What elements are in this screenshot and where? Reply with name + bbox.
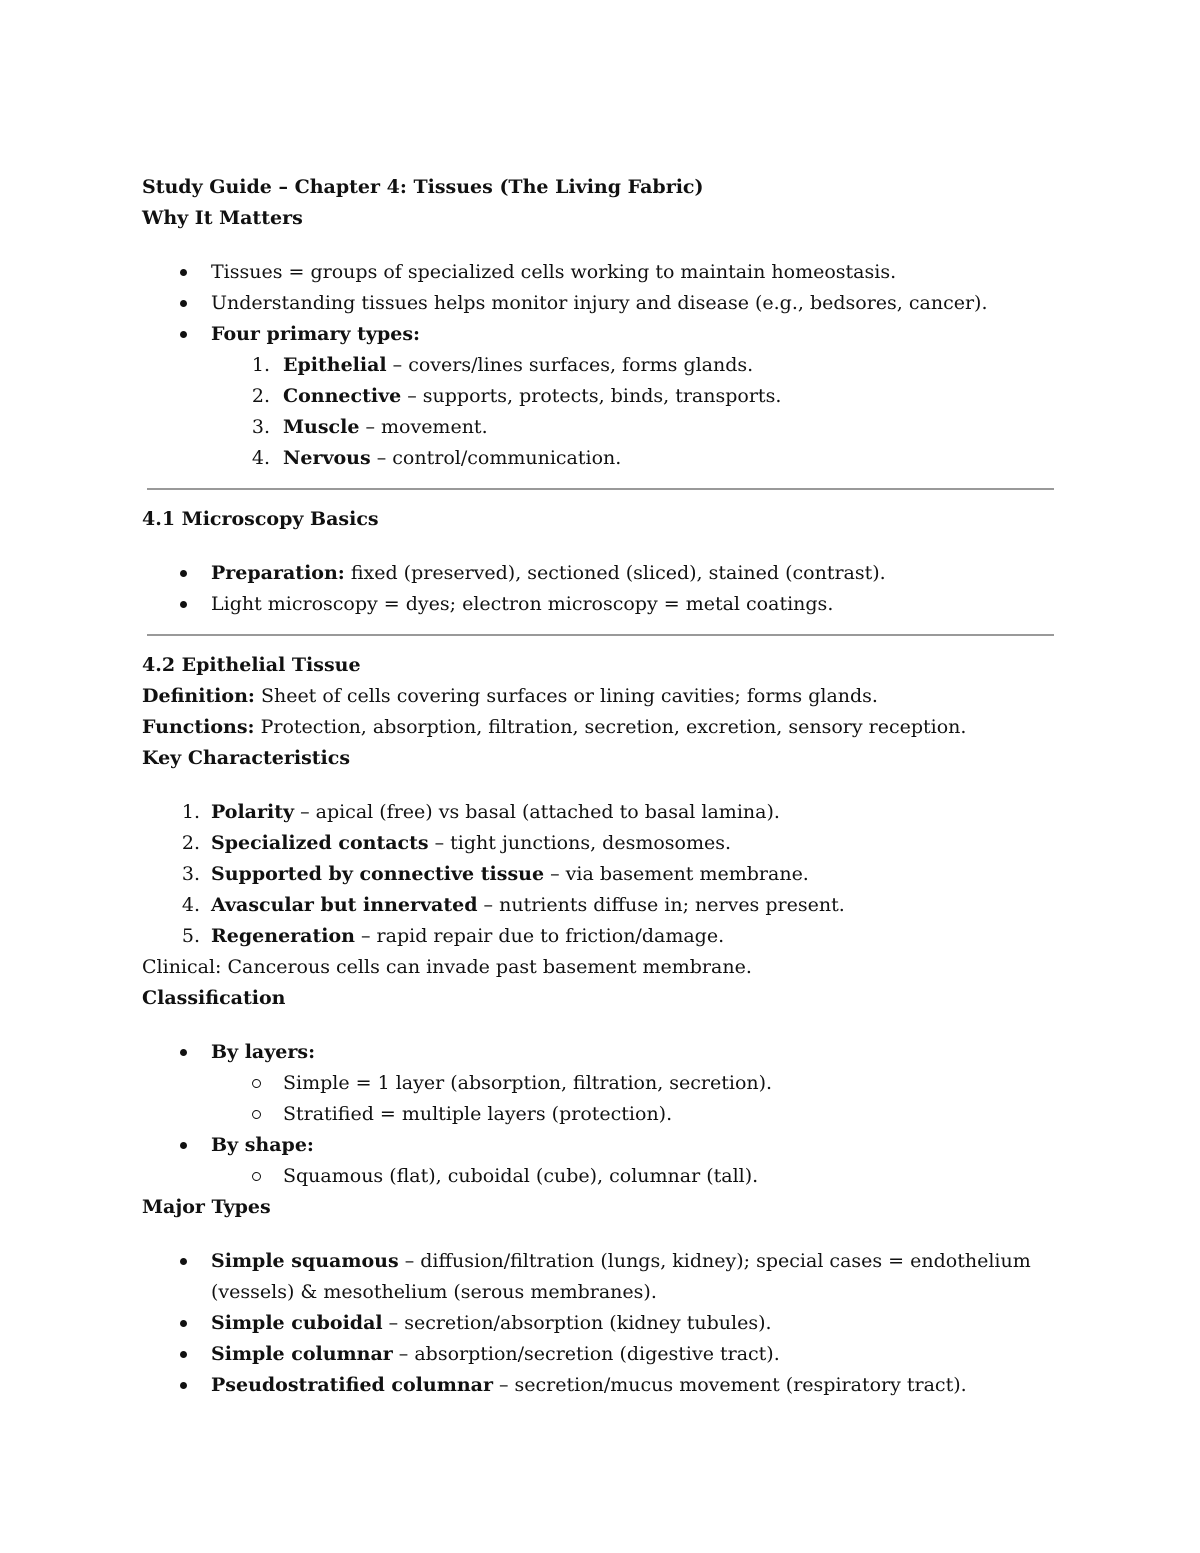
primary-types-list	[142, 350, 1054, 474]
horizontal-divider	[147, 488, 1054, 490]
list-item: Preparation: fixed (preserved), sectioned (sliced), stained (contrast).	[142, 558, 1054, 589]
section-heading-microscopy: 4.1 Microscopy Basics	[142, 508, 379, 530]
list-item: Four primary types:	[142, 319, 1054, 350]
list-item: Light microscopy = dyes; electron microscopy = metal coatings.	[142, 589, 1054, 620]
why-bullet-list	[142, 257, 1054, 350]
document-page	[142, 172, 1054, 1401]
section-heading-epithelial: 4.2 Epithelial Tissue	[142, 654, 361, 676]
list-item: Simple cuboidal – secretion/absorption (kidney tubules).	[142, 1308, 1054, 1339]
section-heading-why: Why It Matters	[142, 207, 303, 229]
list-item: 4. Avascular but innervated – nutrients diffuse in; nerves present.	[181, 894, 845, 916]
list-item: 3. Supported by connective tissue – via basement membrane.	[181, 863, 809, 885]
subheading-classification: Classification	[142, 987, 286, 1009]
list-item: 4. Nervous – control/communication.	[251, 447, 622, 469]
functions-line: Functions: Protection, absorption, filtration, secretion, excretion, sensory reception.	[142, 716, 967, 738]
list-item: 2. Specialized contacts – tight junctions, desmosomes.	[181, 832, 732, 854]
list-item: Simple squamous – diffusion/filtration (lungs, kidney); special cases = endothelium (vessels) & mesothelium (serous membranes).	[142, 1246, 1054, 1308]
major-types-list	[142, 1246, 1054, 1401]
characteristics-list	[142, 797, 1054, 952]
list-item: 1. Polarity – apical (free) vs basal (attached to basal lamina).	[181, 801, 780, 823]
subheading-major-types: Major Types	[142, 1196, 271, 1218]
document-title: Study Guide – Chapter 4: Tissues (The Living Fabric)	[142, 176, 704, 198]
definition-line: Definition: Sheet of cells covering surfaces or lining cavities; forms glands.	[142, 685, 878, 707]
list-item: 3. Muscle – movement.	[251, 416, 488, 438]
list-item: Squamous (flat), cuboidal (cube), columnar (tall).	[142, 1161, 1054, 1192]
list-item: Stratified = multiple layers (protection).	[142, 1099, 1054, 1130]
classification-list	[142, 1037, 1054, 1192]
horizontal-divider	[147, 634, 1054, 636]
list-item: By layers:	[142, 1037, 1054, 1068]
list-item: Simple columnar – absorption/secretion (digestive tract).	[142, 1339, 1054, 1370]
list-item: By shape:	[142, 1130, 1054, 1161]
list-item: Pseudostratified columnar – secretion/mucus movement (respiratory tract).	[142, 1370, 1054, 1401]
list-item: Understanding tissues helps monitor injury and disease (e.g., bedsores, cancer).	[142, 288, 1054, 319]
list-item: Tissues = groups of specialized cells working to maintain homeostasis.	[142, 257, 1054, 288]
list-item: Simple = 1 layer (absorption, filtration, secretion).	[142, 1068, 1054, 1099]
subheading-key-characteristics: Key Characteristics	[142, 747, 351, 769]
list-item: 2. Connective – supports, protects, binds, transports.	[251, 385, 782, 407]
microscopy-bullet-list	[142, 558, 1054, 620]
clinical-note: Clinical: Cancerous cells can invade past basement membrane.	[142, 956, 752, 978]
list-item: 1. Epithelial – covers/lines surfaces, forms glands.	[251, 354, 754, 376]
list-item: 5. Regeneration – rapid repair due to friction/damage.	[181, 925, 725, 947]
